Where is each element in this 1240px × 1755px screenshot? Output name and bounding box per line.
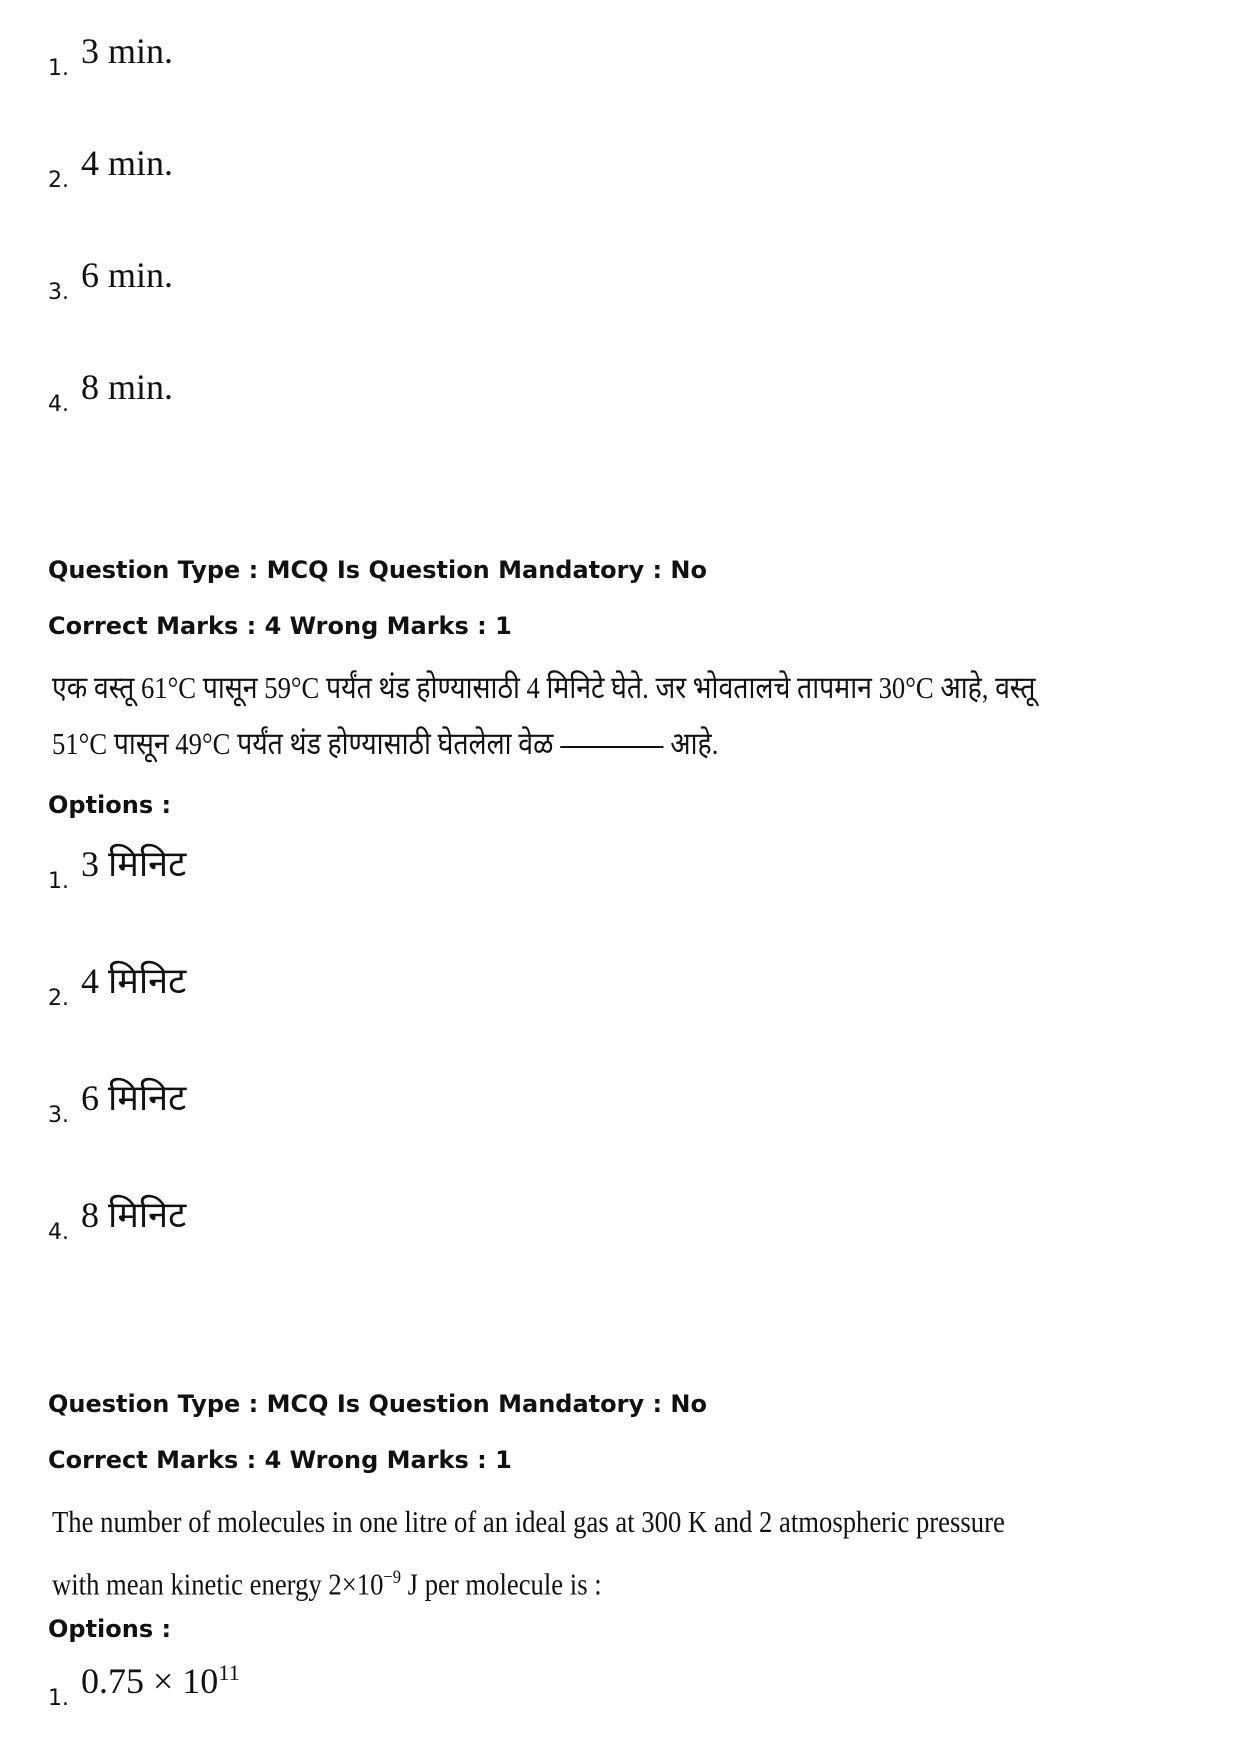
option-value bbox=[81, 1660, 240, 1702]
options-label: Options : bbox=[48, 1615, 172, 1643]
marks-line: Correct Marks : 4 Wrong Marks : 1 bbox=[48, 612, 512, 640]
option-number: 3. bbox=[48, 1103, 69, 1128]
option-value: 3 min. bbox=[81, 31, 174, 71]
question-text-part: आहे. bbox=[670, 726, 719, 761]
question-type-line: Question Type : MCQ Is Question Mandatory : No bbox=[48, 556, 707, 584]
question-text-line-1: The number of molecules in one litre of an ideal gas at 300 K and 2 atmospheric pressure bbox=[52, 1504, 1005, 1539]
option-number: 2. bbox=[48, 168, 69, 193]
option-number: 3. bbox=[48, 280, 69, 305]
answer-blank bbox=[560, 745, 663, 748]
option-3[interactable] bbox=[48, 1072, 187, 1128]
option-number: 1. bbox=[48, 1686, 69, 1711]
question-type-line: Question Type : MCQ Is Question Mandatory : No bbox=[48, 1390, 707, 1418]
option-1[interactable] bbox=[48, 30, 174, 81]
option-value: 6 min. bbox=[81, 255, 174, 295]
marks-line: Correct Marks : 4 Wrong Marks : 1 bbox=[48, 1446, 512, 1474]
option-value: 8 मिनिट bbox=[81, 1195, 187, 1235]
option-number: 2. bbox=[48, 986, 69, 1011]
option-4[interactable] bbox=[48, 366, 174, 417]
option-base: 0.75 × 10 bbox=[81, 1661, 219, 1701]
option-3[interactable] bbox=[48, 254, 174, 305]
option-1[interactable] bbox=[48, 838, 187, 894]
question-text bbox=[52, 660, 1036, 772]
option-2[interactable] bbox=[48, 142, 174, 193]
option-value: 4 मिनिट bbox=[81, 961, 187, 1001]
exponent: −9 bbox=[383, 1567, 401, 1588]
option-value: 6 मिनिट bbox=[81, 1078, 187, 1118]
question-text-part: 51°C पासून 49°C पर्यंत थंड होण्यासाठी घेतलेला वेळ bbox=[52, 726, 554, 761]
option-2[interactable] bbox=[48, 955, 187, 1011]
option-4[interactable] bbox=[48, 1189, 187, 1245]
question-text bbox=[52, 1494, 1005, 1612]
option-value: 8 min. bbox=[81, 367, 174, 407]
question-text-line-1: एक वस्तू 61°C पासून 59°C पर्यंत थंड होण्यासाठी 4 मिनिटे घेते. जर भोवतालचे तापमान 30°C आहे, वस्तू bbox=[52, 670, 1036, 705]
question-text-line-2 bbox=[52, 1550, 843, 1612]
option-number: 4. bbox=[48, 1220, 69, 1245]
option-1[interactable] bbox=[48, 1660, 240, 1711]
options-label: Options : bbox=[48, 791, 172, 819]
question-text-line-2 bbox=[52, 716, 843, 772]
option-value: 4 min. bbox=[81, 143, 174, 183]
option-number: 1. bbox=[48, 869, 69, 894]
question-text-part: with mean kinetic energy 2×10 bbox=[52, 1566, 384, 1602]
question-text-part: J per molecule is : bbox=[400, 1566, 602, 1602]
option-value: 3 मिनिट bbox=[81, 844, 187, 884]
option-number: 1. bbox=[48, 56, 69, 81]
exponent: 11 bbox=[218, 1660, 240, 1685]
option-number: 4. bbox=[48, 392, 69, 417]
